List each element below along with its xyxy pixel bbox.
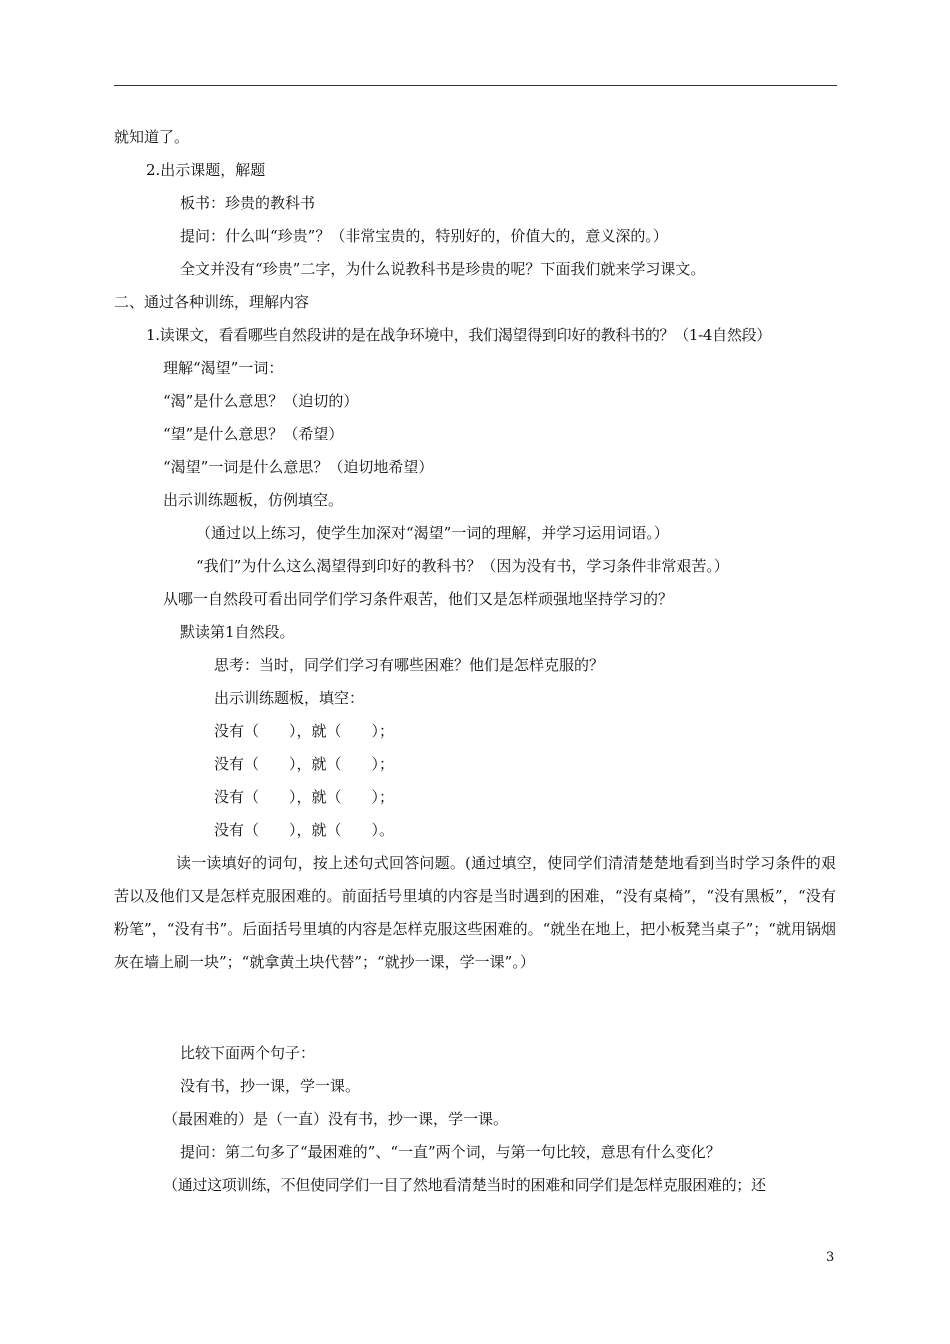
text-line: （通过这项训练，不但使同学们一目了然地看清楚当时的困难和同学们是怎样克服困难的；还 — [163, 1176, 766, 1194]
text-line: 就知道了。 — [114, 128, 190, 146]
page-number: 3 — [826, 1250, 835, 1265]
text-line: 2.出示课题，解题 — [146, 161, 266, 179]
text-line: （最困难的）是（一直）没有书，抄一课，学一课。 — [163, 1110, 509, 1128]
text-line: 没有书，抄一课，学一课。 — [180, 1077, 361, 1095]
text-line: “渴”是什么意思？（迫切的） — [163, 392, 359, 410]
text-line: “望”是什么意思？（希望） — [163, 425, 344, 443]
text-line: 提问：什么叫“珍贵”？（非常宝贵的，特别好的，价值大的，意义深的。） — [180, 227, 668, 245]
text-line: 比较下面两个句子： — [180, 1044, 316, 1062]
text-line: （通过以上练习，使学生加深对“渴望”一词的理解，并学习运用词语。） — [196, 524, 669, 542]
text-line: 1.读课文，看看哪些自然段讲的是在战争环境中，我们渴望得到印好的教科书的？（1-4自然段） — [146, 326, 771, 344]
header-rule — [114, 85, 837, 86]
fill-blank-line: 没有（ ），就（ ）； — [214, 755, 395, 773]
text-line: “渴望”一词是什么意思？（迫切地希望） — [163, 458, 434, 476]
text-line: 思考：当时，同学们学习有哪些困难？他们是怎样克服的？ — [214, 656, 605, 674]
text-line: 出示训练题板，填空： — [214, 689, 365, 707]
fill-blank-line: 没有（ ），就（ ）。 — [214, 821, 395, 839]
fill-blank-line: 没有（ ），就（ ）； — [214, 722, 395, 740]
text-line: 理解“渴望”一词： — [163, 359, 284, 377]
text-line: 出示训练题板，仿例填空。 — [163, 491, 344, 509]
fill-blank-line: 没有（ ），就（ ）； — [214, 788, 395, 806]
text-line: “我们”为什么这么渴望得到印好的教科书？（因为没有书，学习条件非常艰苦。） — [196, 557, 729, 575]
text-line: 提问：第二句多了“最困难的”、“一直”两个词，与第一句比较，意思有什么变化？ — [180, 1143, 721, 1161]
body-paragraph: 读一读填好的词句，按上述句式回答问题。(通过填空，使同学们清清楚楚地看到当时学习条件的艰苦以及他们又是怎样克服困难的。前面括号里填的内容是当时遇到的困难，“没有桌椅”，“没有黑板”，“没有粉笔”，“没有书”。后面括号里填的内容是怎样克服这些困难的。“就坐在地上，把小板凳当桌子”；“就用锅烟灰在墙上刷一块”；“就拿黄土块代替”；“就抄一课，学一课”。） — [114, 854, 836, 971]
text-line: 默读第1自然段。 — [180, 623, 295, 641]
text-line: 板书：珍贵的教科书 — [180, 194, 316, 212]
section-heading: 二、通过各种训练，理解内容 — [114, 293, 310, 311]
text-line: 全文并没有“珍贵”二字，为什么说教科书是珍贵的呢？下面我们就来学习课文。 — [180, 260, 706, 278]
text-line: 从哪一自然段可看出同学们学习条件艰苦，他们又是怎样顽强地坚持学习的？ — [163, 590, 674, 608]
